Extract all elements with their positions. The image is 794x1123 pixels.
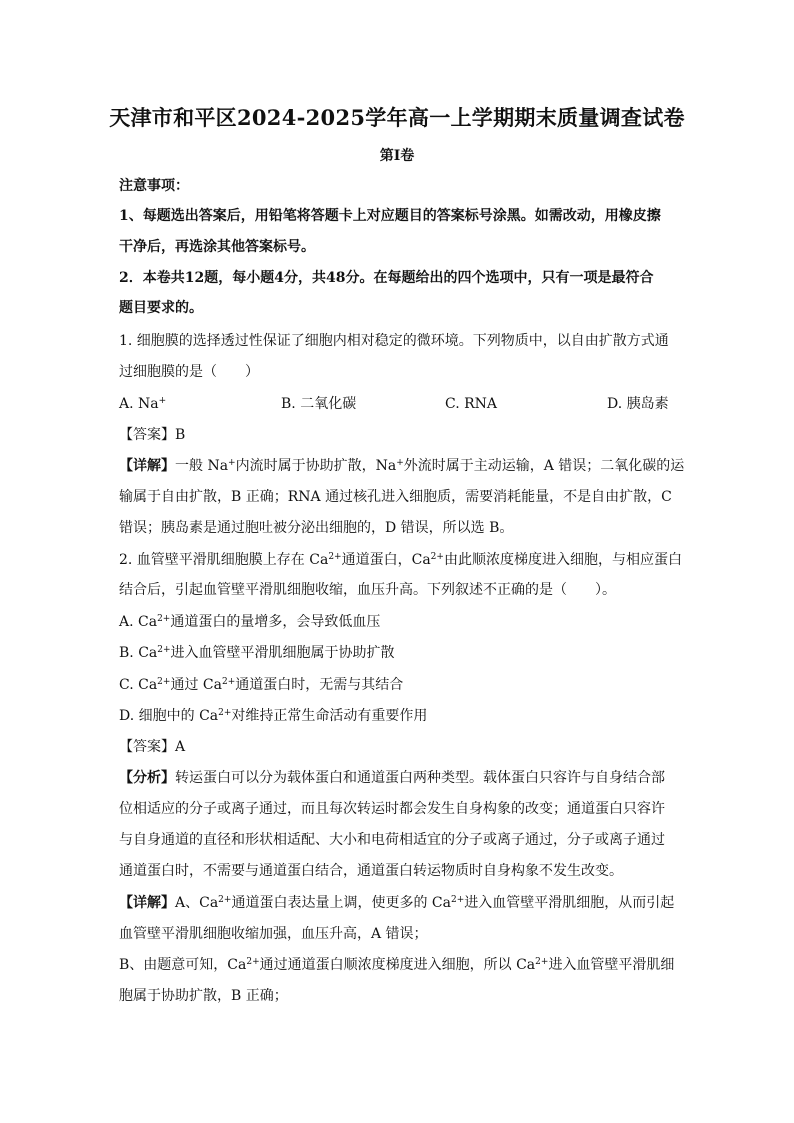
page-title: 天津市和平区2024-2025学年高一上学期期末质量调查试卷 xyxy=(109,105,685,130)
q2-option-c: C. $Ca^{2+}$通过 $Ca^{2+}$通道蛋白时，无需与其结合 xyxy=(119,677,404,693)
q1-option-b: B. 二氧化碳 xyxy=(281,396,357,412)
notes-heading: 注意事项： xyxy=(119,178,189,194)
note-1-line-2: 干净后，再选涂其他答案标号。 xyxy=(119,239,315,255)
q2-stem-line-1: 2. 血管壁平滑肌细胞膜上存在 $Ca^{2+}$通道蛋白，$Ca^{2+}$由此顺浓度梯度进入细胞，与相应蛋白 xyxy=(119,552,682,568)
note-2-line-2: 题目要求的。 xyxy=(119,300,203,316)
q2-option-b: B. $Ca^{2+}$进入血管壁平滑肌细胞属于协助扩散 xyxy=(119,645,395,661)
q2-explanation-line-1: 【详解】A、$Ca^{2+}$通道蛋白表达量上调，使更多的 $Ca^{2+}$进入血管壁平滑肌细胞，从而引起 xyxy=(119,895,675,911)
note-2-line-1: 2．本卷共12题，每小题4分，共48分。在每题给出的四个选项中，只有一项是最符合 xyxy=(119,270,654,286)
q2-answer: 【答案】A xyxy=(119,739,186,755)
q2-analysis-line-1: 【分析】转运蛋白可以分为载体蛋白和通道蛋白两种类型。载体蛋白只容许与自身结合部 xyxy=(119,770,665,786)
q2-analysis-line-2: 位相适应的分子或离子通过，而且每次转运时都会发生自身构象的改变；通道蛋白只容许 xyxy=(119,801,665,817)
q2-analysis-line-3: 与自身通道的直径和形状相适配、大小和电荷相适宜的分子或离子通过，分子或离子通过 xyxy=(119,832,665,848)
q1-stem-line-2: 过细胞膜的是（ ） xyxy=(119,364,259,380)
section-label: 第I卷 xyxy=(379,148,415,164)
q1-answer: 【答案】B xyxy=(119,427,186,443)
q2-option-a: A. $Ca^{2+}$通道蛋白的量增多，会导致低血压 xyxy=(119,614,381,630)
q1-explanation-line-3: 错误；胰岛素是通过胞吐被分泌出细胞的，D 错误，所以选 B。 xyxy=(119,520,514,536)
q2-stem-line-2: 结合后，引起血管壁平滑肌细胞收缩，血压升高。下列叙述不正确的是（ ）。 xyxy=(119,582,616,598)
q2-option-d: D. 细胞中的 $Ca^{2+}$对维持正常生命活动有重要作用 xyxy=(119,708,428,724)
q1-explanation-line-1: 【详解】一般 Na+内流时属于协助扩散，Na+外流时属于主动运输，A 错误；二氧化碳的运 xyxy=(119,458,685,474)
q1-option-c: C. RNA xyxy=(445,396,498,412)
q2-explanation-line-3: B、由题意可知，$Ca^{2+}$通过通道蛋白顺浓度梯度进入细胞，所以 $Ca^{2+}$进入血管壁平滑肌细 xyxy=(119,957,675,973)
q2-explanation-line-4: 胞属于协助扩散，B 正确； xyxy=(119,988,288,1004)
q1-option-a: A. Na+ xyxy=(119,396,167,412)
q1-option-d: D. 胰岛素 xyxy=(607,396,669,412)
note-1-line-1: 1、每题选出答案后，用铅笔将答题卡上对应题目的答案标号涂黑。如需改动，用橡皮擦 xyxy=(119,208,661,224)
q2-explanation-line-2: 血管壁平滑肌细胞收缩加强，血压升高，A 错误； xyxy=(119,926,428,942)
q1-explanation-line-2: 输属于自由扩散，B 正确；RNA 通过核孔进入细胞质，需要消耗能量，不是自由扩散，C xyxy=(119,489,672,505)
q2-analysis-line-4: 通道蛋白时，不需要与通道蛋白结合，通道蛋白转运物质时自身构象不发生改变。 xyxy=(119,863,623,879)
q1-stem-line-1: 1. 细胞膜的选择透过性保证了细胞内相对稳定的微环境。下列物质中，以自由扩散方式通 xyxy=(119,333,669,349)
